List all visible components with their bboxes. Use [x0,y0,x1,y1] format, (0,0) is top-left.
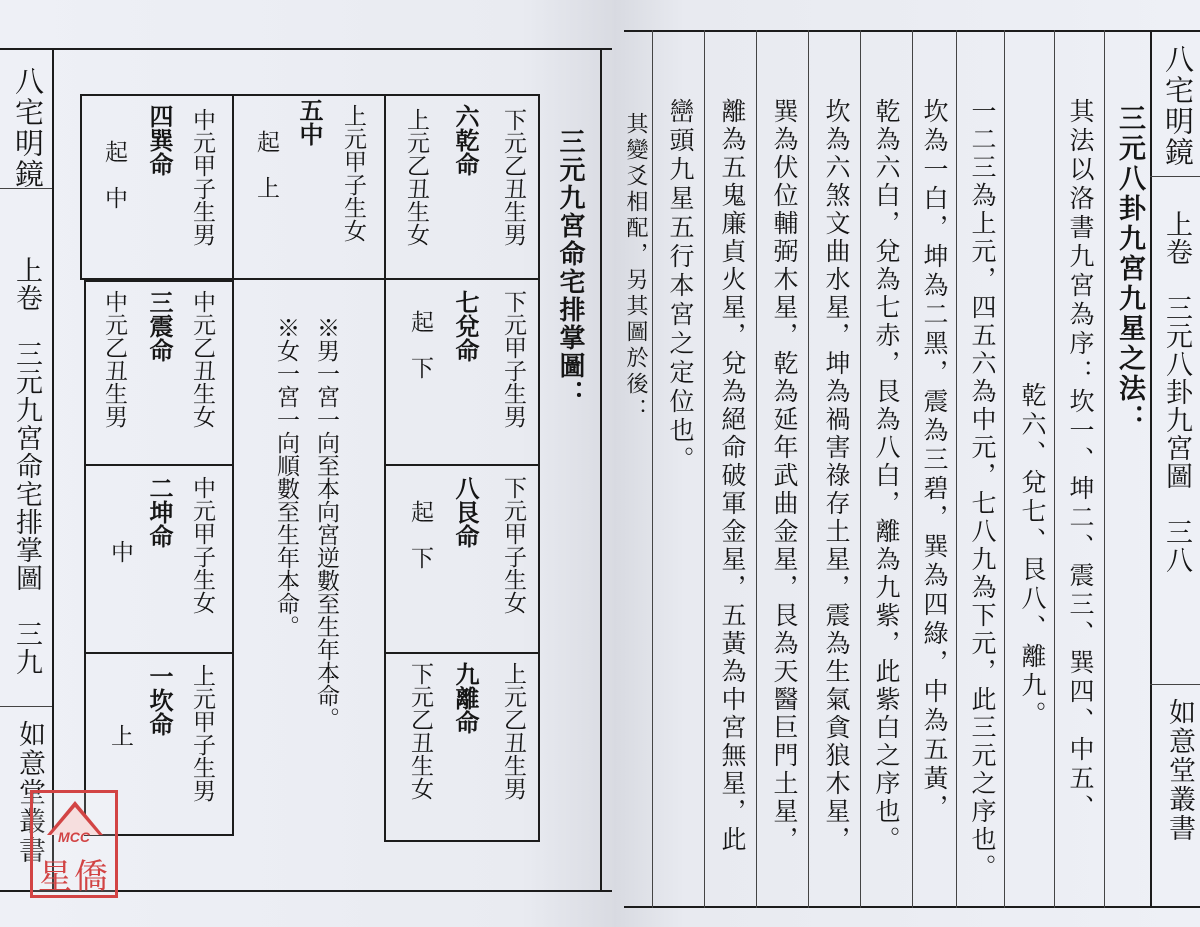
kan-name: 一坎命 [145,664,174,736]
qian-line1: 上元乙丑生女 [403,108,429,246]
top-border [0,48,612,50]
zhen-line2: 中元乙丑生男 [101,290,127,428]
kun-line2: 中 [107,540,133,563]
kan-line2: 上 [107,724,133,747]
zhong-line2: 起 上 [253,130,279,199]
li-name: 九離命 [451,662,480,734]
margin-publisher: 如意堂叢書 [1164,698,1195,843]
margin-rule-top [1150,176,1200,177]
paragraph-5: 乾為六白，兌為七赤，艮為八白，離為九紫，此紫白之序也。 [872,98,901,854]
paragraph-4: 坎為一白，坤為二黑，震為三碧，巽為四綠，中為五黃， [920,98,949,823]
margin-divider [52,48,54,892]
margin-divider [1150,30,1152,908]
paragraph-1: 其法以洛書九宮為序：坎一、坤二、震三、巽四、中五、 [1066,98,1095,823]
margin-chapter: 上卷 三元九宮命宅排掌圖 三九 [11,256,42,676]
section-title: 三元八卦九宮九星之法： [1114,104,1145,434]
right-page [614,0,1200,927]
qian-name: 六乾命 [451,104,480,176]
gen-line2: 起 下 [407,500,433,569]
gen-line1: 下元甲子生女 [500,476,526,614]
dui-name: 七兌命 [451,290,480,362]
note-female: ※女一宮一向順數至生年本命。 [273,316,299,638]
paragraph-2: 乾六、兌七、艮八、離九。 [1018,382,1047,730]
kun-name: 二坤命 [145,476,174,548]
paragraph-6: 坎為六煞文曲水星，坤為禍害祿存土星，震為生氣貪狼木星， [822,98,851,854]
zhen-name: 三震命 [145,290,174,362]
col-divider-1 [232,94,234,280]
col-divider-2 [384,94,386,280]
gen-name: 八艮命 [451,476,480,548]
paragraph-3: 一二三為上元，四五六為中元，七八九為下元，此三元之序也。 [968,98,997,882]
library-stamp [30,790,118,898]
paragraph-10: 其變爻相配，另其圖於後： [623,112,648,424]
paragraph-8: 離為五鬼廉貞火星，兌為絕命破軍金星，五黃為中宮無星，此 [718,98,747,854]
kun-line1: 中元甲子生女 [189,476,215,614]
paragraph-7: 巽為伏位輔弼木星，乾為延年武曲金星，艮為天醫巨門土星， [770,98,799,854]
margin-chapter: 上卷 三元八卦九宮圖 三八 [1161,210,1192,574]
dui-line1: 下元甲子生男 [500,290,526,428]
margin-rule-bottom [1150,684,1200,685]
qian-line2: 下元乙丑生男 [500,108,526,246]
right-border [600,48,602,892]
xun-name: 四巽命 [145,104,174,176]
li-line1: 上元乙丑生男 [500,662,526,800]
zhong-name: 五中 [295,98,324,146]
note-male: ※男一宮一向至本向宮逆數至生年本命。 [313,316,339,730]
xun-line1: 中元甲子生男 [189,108,215,246]
margin-publisher: 如意堂叢書 [14,720,45,865]
li-line2: 下元乙丑生女 [407,662,433,800]
zhong-line1: 上元甲子生女 [340,104,366,242]
margin-book-title: 八宅明鏡 [11,66,45,190]
dui-line2: 起 下 [407,310,433,379]
paragraph-9: 巒頭九星五行本宮之定位也。 [666,98,695,475]
margin-rule-bottom [0,706,52,707]
stamp-name: 星僑 [38,857,110,897]
xun-line2: 起 中 [101,140,127,209]
zhen-line1: 中元乙丑生女 [189,290,215,428]
stamp-mcc: MCC [58,829,90,845]
margin-book-title: 八宅明鏡 [1161,44,1195,168]
kan-line1: 上元甲子生男 [189,664,215,802]
chart-title: 三元九宮命宅排掌圖： [555,128,585,408]
